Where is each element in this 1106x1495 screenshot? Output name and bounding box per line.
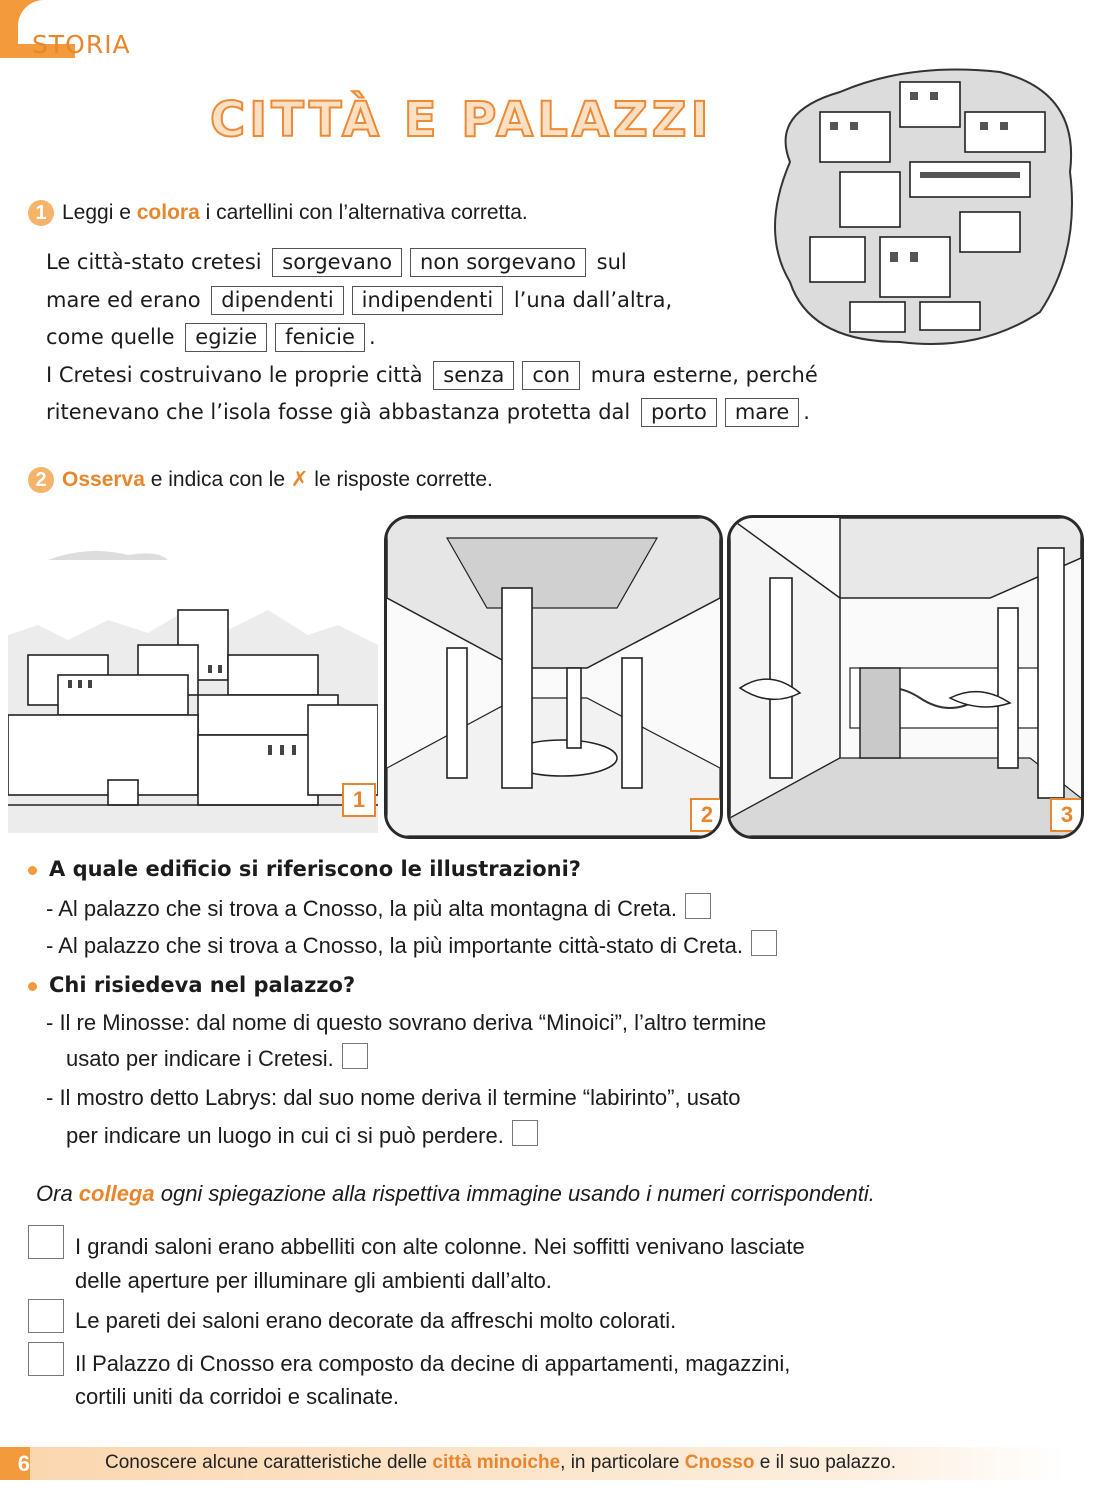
columned-hall-illustration	[387, 518, 720, 836]
answer-2b-line-2	[66, 1117, 538, 1154]
city-illustration	[8, 515, 378, 833]
link-instruction	[36, 1175, 875, 1212]
question-1	[28, 857, 581, 881]
footer-pre: Conoscere alcune caratteristiche delle	[105, 1452, 433, 1473]
ex1-instruction	[28, 200, 528, 226]
choice-egizie[interactable]: egizie	[185, 323, 267, 352]
explanation-1-number-box[interactable]	[28, 1225, 64, 1259]
ex1-keyword: colora	[136, 201, 200, 224]
ex1-line-3	[46, 318, 376, 356]
explanation-3-number-box[interactable]	[28, 1342, 64, 1376]
answer-1a-text: - Al palazzo che si trova a Cnosso, la più alta montagna di Creta.	[46, 896, 678, 921]
explanation-3-line-1: Il Palazzo di Cnosso era composto da decine di appartamenti, magazzini,	[75, 1351, 791, 1376]
ex2-instr-mid: e indica con le	[144, 468, 291, 491]
ex1-l4-text: I Cretesi costruivano le proprie città	[46, 363, 423, 387]
question-2	[28, 973, 355, 997]
ex1-l5-text: ritenevano che l’isola fosse già abbastanza protetta dal	[46, 400, 631, 424]
illustration-panel-1	[8, 515, 378, 833]
answer-1a	[46, 890, 711, 927]
page-number: 6	[0, 1447, 30, 1480]
subject-label: STORIA	[32, 30, 131, 59]
explanation-1-line-2: delle aperture per illuminare gli ambienti dall’alto.	[75, 1268, 552, 1293]
choice-senza[interactable]: senza	[433, 361, 514, 390]
answer-1b-text: - Al palazzo che si trova a Cnosso, la più importante città-stato di Creta.	[46, 933, 743, 958]
link-pre: Ora	[36, 1181, 79, 1206]
ex1-l1-text: Le città-stato cretesi	[46, 250, 262, 274]
ex1-l2-tail: l’una dall’altra,	[513, 288, 673, 312]
choice-mare[interactable]: mare	[725, 398, 799, 427]
ex1-instr-post: i cartellini con l’alternativa corretta.	[199, 201, 528, 224]
panel-number-1: 1	[342, 783, 376, 817]
ex1-l3-tail: .	[368, 325, 376, 349]
answer-2b-line-1: - Il mostro detto Labrys: dal suo nome deriva il termine “labirinto”, usato	[46, 1085, 741, 1110]
question-2-text: Chi risiedeva nel palazzo?	[49, 973, 356, 997]
footer-mid: , in particolare	[560, 1452, 685, 1473]
panel-number-2: 2	[690, 798, 723, 832]
x-mark-icon: ✗	[290, 468, 309, 491]
answer-2b-text: per indicare un luogo in cui ci si può perdere.	[66, 1123, 504, 1148]
ex1-line-4	[46, 356, 818, 394]
explanation-2-line-1: Le pareti dei saloni erano decorate da affreschi molto colorati.	[75, 1308, 677, 1333]
choice-porto[interactable]: porto	[641, 398, 717, 427]
ex1-l4-tail: mura esterne, perché	[590, 363, 818, 387]
explanation-3-line-2: cortili uniti da corridoi e scalinate.	[75, 1384, 400, 1409]
ex1-l5-tail: .	[803, 400, 810, 424]
choice-indipendenti[interactable]: indipendenti	[352, 286, 504, 315]
answer-2a-text: usato per indicare i Cretesi.	[66, 1046, 334, 1071]
illustration-panel-2	[384, 515, 723, 839]
illustration-panel-3	[727, 515, 1084, 839]
ex1-l1-tail: sul	[596, 250, 627, 274]
fresco-room-illustration	[730, 518, 1081, 836]
link-post: ogni spiegazione alla rispettiva immagine usando i numeri corrispondenti.	[154, 1181, 875, 1206]
answer-2a-line-1: - Il re Minosse: dal nome di questo sovrano deriva “Minoici”, l’altro termine	[46, 1010, 767, 1035]
page-title: CITTÀ E PALAZZI	[210, 92, 713, 148]
ex2-instr-post: le risposte corrette.	[308, 468, 493, 491]
ex1-instr-pre: Leggi e	[62, 201, 137, 224]
choice-con[interactable]: con	[522, 361, 580, 390]
explanation-2-number-box[interactable]	[28, 1299, 64, 1333]
answer-1b-checkbox[interactable]	[751, 930, 777, 956]
ex1-line-2	[46, 281, 672, 319]
bullet-icon	[28, 982, 37, 991]
ex1-l3-text: come quelle	[46, 325, 175, 349]
answer-2a-checkbox[interactable]	[342, 1043, 368, 1069]
ex2-number: 2	[28, 467, 54, 493]
choice-fenicie[interactable]: fenicie	[275, 323, 365, 352]
ex2-instruction	[28, 467, 493, 493]
choice-non-sorgevano[interactable]: non sorgevano	[410, 248, 586, 277]
ex2-keyword: Osserva	[62, 468, 145, 491]
footer-keyword-1: città minoiche	[432, 1452, 561, 1473]
answer-1a-checkbox[interactable]	[685, 893, 711, 919]
ex1-l2-text: mare ed erano	[46, 288, 201, 312]
footer-post: e il suo palazzo.	[754, 1452, 896, 1473]
ex1-line-5	[46, 393, 810, 431]
bullet-icon	[28, 866, 37, 875]
footer-keyword-2: Cnosso	[684, 1452, 755, 1473]
ex1-line-1	[46, 243, 627, 281]
answer-2a-line-2	[66, 1040, 368, 1077]
choice-sorgevano[interactable]: sorgevano	[272, 248, 402, 277]
ex1-number: 1	[28, 200, 54, 226]
explanation-1-line-1: I grandi saloni erano abbelliti con alte colonne. Nei soffitti venivano lasciate	[75, 1234, 805, 1259]
choice-dipendenti[interactable]: dipendenti	[211, 286, 343, 315]
answer-2b-checkbox[interactable]	[512, 1120, 538, 1146]
question-1-text: A quale edificio si riferiscono le illustrazioni?	[49, 857, 581, 881]
answer-1b	[46, 927, 777, 964]
footer-objective	[105, 1452, 896, 1474]
panel-number-3: 3	[1050, 798, 1084, 832]
link-keyword: collega	[78, 1181, 155, 1206]
palace-aerial-illustration	[750, 52, 1090, 362]
